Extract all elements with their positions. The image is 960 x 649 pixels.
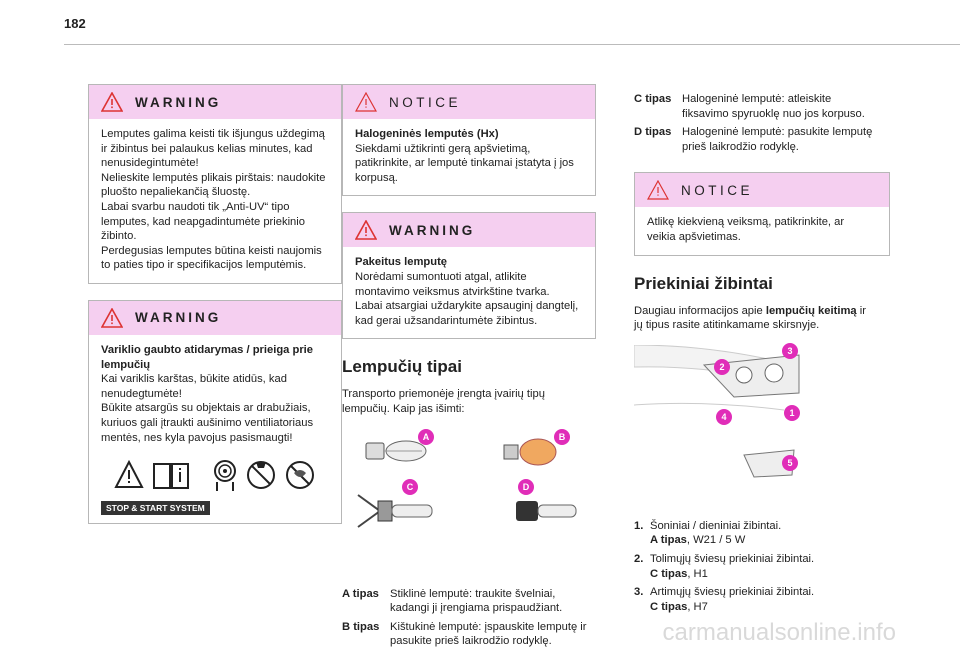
badge-d: D	[518, 479, 534, 495]
text-span: , H1	[687, 567, 708, 580]
warning-header	[89, 301, 341, 335]
text-line: mentės, nes kyla pavojus pasismaugti!	[101, 431, 293, 444]
notice-title: NOTICE	[389, 94, 462, 110]
section-title-bulb-types: Lempučių tipai	[342, 357, 462, 377]
column-3	[634, 92, 890, 618]
badge-b: B	[554, 429, 570, 445]
page-number: 182	[64, 16, 86, 31]
headlamps-intro	[634, 304, 890, 333]
item-number: 1.	[634, 519, 644, 532]
text-line: žibinto.	[101, 230, 137, 243]
text-line: Perdegusias lemputes būtina keisti naujomis	[101, 244, 322, 257]
text-bold: C tipas	[650, 567, 688, 580]
warning-title: WARNING	[135, 94, 222, 110]
badge-a: A	[418, 429, 434, 445]
callout-4: 4	[716, 409, 732, 425]
cooling-fan-icon	[212, 458, 238, 492]
callout-1: 1	[784, 405, 800, 421]
warning-box-after-change	[342, 212, 596, 339]
text-line: Stiklinė lemputė: traukite švelniai,	[390, 587, 556, 600]
list-item	[342, 587, 596, 616]
warning-text	[89, 119, 341, 283]
text-line: Kai variklis karštas, būkite atidūs, kad	[101, 373, 287, 386]
notice-title: NOTICE	[681, 182, 754, 198]
bulb-types-intro	[342, 387, 596, 416]
bulb-type-list-ab	[342, 587, 596, 649]
text-line: veikia apšvietimas.	[647, 230, 741, 243]
type-key: A tipas	[342, 587, 379, 600]
text-line: Lemputes galima keisti tik išjungus uždegimą	[101, 128, 325, 140]
column-1	[88, 84, 342, 524]
list-item	[634, 125, 890, 154]
list-item	[634, 92, 890, 121]
no-hands-icon	[246, 458, 276, 492]
list-item	[634, 585, 890, 614]
text-line: Halogeninė lemputė: pasukite lemputę	[682, 126, 873, 139]
text-span: , W21 / 5 W	[686, 534, 746, 547]
type-key: C tipas	[634, 93, 672, 105]
item-number: 2.	[634, 552, 644, 565]
item-number: 3.	[634, 586, 644, 599]
notice-text	[343, 119, 595, 195]
text-bold: A tipas	[650, 534, 687, 547]
text-line: kuriuos gali įtraukti aušinimo ventiliatoriaus	[101, 416, 314, 429]
list-item	[634, 519, 890, 548]
text-line: Norėdami sumontuoti atgal, atlikite	[355, 270, 527, 283]
text-line: Atlikę kiekvieną veiksmą, patikrinkite, ar	[647, 216, 845, 229]
stop-start-badge: STOP & START SYSTEM	[101, 501, 210, 515]
text-line: to paties tipo ir specifikacijos lemputėmis.	[101, 259, 307, 272]
safety-symbols	[101, 445, 329, 499]
notice-header	[343, 85, 595, 119]
headlamp-bulb-list	[634, 519, 890, 615]
section-title-headlamps: Priekiniai žibintai	[634, 273, 773, 293]
column-2	[342, 84, 596, 649]
headlamp-illustration	[634, 345, 890, 505]
text-span: ir	[856, 304, 866, 317]
bulb-b-image	[502, 433, 562, 471]
text-line: Labai svarbu naudoti tik „Anti-UV“ tipo	[101, 200, 290, 213]
text-line: Būkite atsargūs su objektais ar drabužiais,	[101, 402, 311, 415]
warning-triangle-icon	[101, 92, 123, 112]
warning-text	[89, 335, 341, 523]
warning-header	[89, 85, 341, 119]
text-span: , H7	[687, 600, 708, 613]
warning-title: WARNING	[135, 310, 222, 326]
text-line: lemputes, kad neapgadintumėte priekinio	[101, 215, 305, 228]
text-line: Halogeninė lemputė: atleiskite	[682, 93, 832, 105]
warning-text	[343, 247, 595, 338]
text-line: jų tipus rasite atitinkamame skirsnyje.	[634, 319, 820, 332]
text-line: Labai atsargiai uždarykite apsauginį dangtelį,	[355, 300, 579, 313]
warning-triangle-icon	[101, 308, 123, 328]
bulb-c-image	[352, 485, 442, 537]
text-line: pasukite prieš laikrodžio rodyklę.	[390, 635, 552, 648]
text-line: prieš laikrodžio rodyklę.	[682, 140, 799, 153]
text-bold: C tipas	[650, 600, 688, 613]
notice-header	[635, 173, 889, 207]
text-span: Daugiau informacijos apie	[634, 304, 766, 317]
warning-box-bulb-change	[88, 84, 342, 284]
callout-5: 5	[782, 455, 798, 471]
text-line: Transporto priemonėje įrengta įvairių tipų	[342, 388, 545, 401]
text-line: Siekdami užtikrinti gerą apšvietimą,	[355, 142, 531, 155]
list-item	[634, 552, 890, 581]
warning-header	[343, 213, 595, 247]
text-line: montavimo veiksmus atvirkštine tvarka.	[355, 285, 550, 298]
text-line: nenudegtumėte!	[101, 387, 182, 400]
warning-triangle-icon	[355, 220, 377, 240]
text-line: korpusą.	[355, 171, 398, 184]
text-line: kad gerai užsandarintumėte žibintus.	[355, 314, 538, 327]
notice-triangle-icon	[355, 92, 377, 112]
callout-2: 2	[714, 359, 730, 375]
text-line: kadangi ji įrengiama prispaudžiant.	[390, 602, 563, 615]
type-key: B tipas	[342, 620, 380, 633]
no-clothing-icon	[284, 459, 316, 491]
text-line: pluošto nepaliekančią šluostę.	[101, 186, 251, 199]
top-divider	[64, 44, 960, 45]
warning-box-bonnet	[88, 300, 342, 524]
text-line: Nelieskite lemputės plikais pirštais: naudokite	[101, 171, 326, 184]
notice-triangle-icon	[647, 180, 669, 200]
text-line: Artimųjų šviesų priekiniai žibintai.	[650, 586, 815, 599]
bulb-type-list-cd	[634, 92, 890, 154]
text-line: fiksavimo spyruoklę nuo jos korpuso.	[682, 107, 865, 120]
caution-triangle-icon	[114, 460, 144, 490]
text-line: patikrinkite, ar lemputė tinkamai įstatyta į jos	[355, 157, 574, 170]
text-line: lempučių. Kaip jas išimti:	[342, 402, 465, 415]
text-line: Tolimųjų šviesų priekiniai žibintai.	[650, 552, 815, 565]
type-key: D tipas	[634, 126, 672, 139]
warning-title: WARNING	[389, 222, 476, 238]
list-item	[342, 620, 596, 649]
watermark: carmanualsonline.info	[662, 619, 896, 646]
notice-heading: Halogeninės lemputės (Hx)	[355, 128, 499, 140]
text-line: nenusidegintumėte!	[101, 157, 199, 170]
text-line: Šoniniai / dieniniai žibintai.	[650, 519, 782, 532]
notice-text	[635, 207, 889, 254]
notice-box-check	[634, 172, 890, 255]
callout-3: 3	[782, 343, 798, 359]
warning-heading: Pakeitus lemputę	[355, 256, 448, 269]
badge-c: C	[402, 479, 418, 495]
bulb-types-illustration	[342, 429, 596, 549]
warning-heading: Variklio gaubto atidarymas / prieiga prie lempučių	[101, 343, 314, 371]
notice-box-halogen	[342, 84, 596, 196]
text-bold: lempučių keitimą	[765, 304, 857, 317]
manual-book-icon	[152, 460, 190, 490]
text-line: Kištukinė lemputė: įspauskite lemputę ir	[390, 620, 587, 633]
text-line: ir žibintus bei palaukus kelias minutes, kad	[101, 142, 313, 155]
